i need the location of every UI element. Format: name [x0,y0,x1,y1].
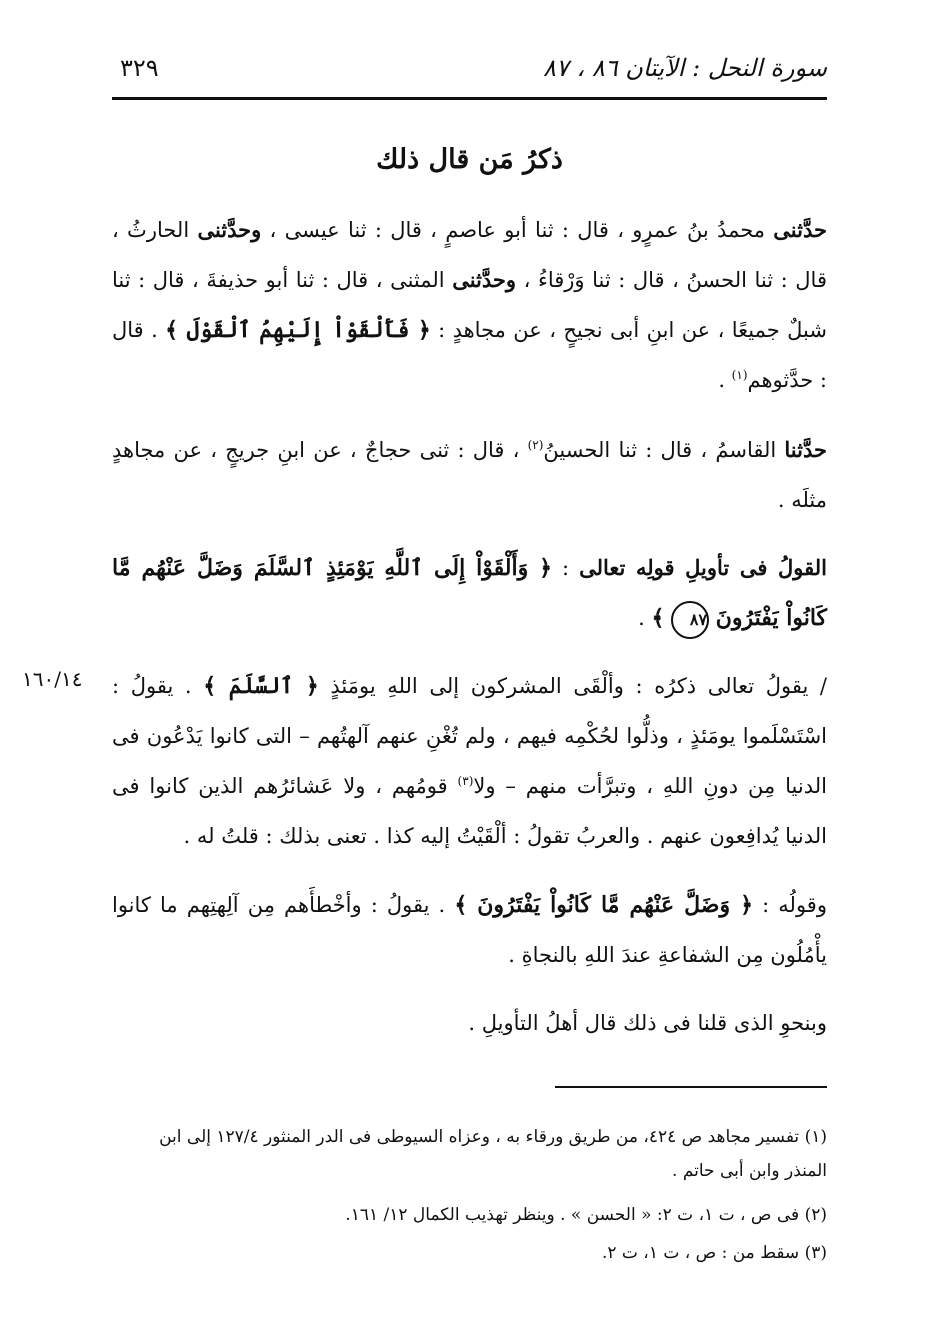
narrator-lead: حدَّثنا [784,437,827,462]
narrator-lead: حدَّثنى [773,217,827,242]
footnote-separator [555,1086,827,1088]
header-title: سورة النحل : الآيتان ٨٦ ، ٨٧ [543,54,827,82]
text-run: ، قال : ثنى حجاجٌ ، عن ابنِ جريجٍ ، عن مجاهدٍ مثلَه . [112,438,827,512]
footnote-3: (٣) سقط من : ص ، ت ١، ت ٢. [601,1243,827,1263]
running-header [112,48,827,98]
paragraph-1 [112,205,827,405]
quran-quote: ﴿ ٱلسَّلَمَ ﴾ [203,673,319,699]
footnote-marker: (٣) [457,774,474,788]
footnote-marker: (١) [731,368,748,382]
text-run: . [638,606,652,630]
quran-quote: ﴿ فَأَلْقَوْاْ إِلَيْهِمُ ٱلْقَوْلَ ﴾ [165,317,431,343]
section-lead: القولُ فى تأويلِ قولِه تعالى [579,555,828,580]
footnote-1: (١) تفسير مجاهد ص ٤٢٤، من طريق ورقاء به ، وعزاه السيوطى فى الدر المنثور ١٢٧/٤ إلى ابن المنذر وابن أبى حاتم . [159,1127,827,1181]
ayah-number-medallion: ٨٧ [671,601,709,639]
text-run: قومُهم ، ولا عَشائرُهم الذين كانوا فى الدنيا يُدافِعون عنهم . والعربُ تقولُ : ألْقَيْتُ إليه كذا . تعنى بذلك : قلتُ له . [112,774,827,848]
margin-volume-reference: ١٦٠/١٤ [22,667,83,691]
quran-quote: ﴿ وَأَلْقَوْاْ إِلَى ٱللَّهِ يَوْمَئِذٍ ٱلسَّلَمَ وَضَلَّ عَنْهُم مَّا كَانُواْ يَفْتَرُونَ [112,555,827,631]
quran-quote-close: ﴾ [651,605,665,631]
paragraph-3 [112,543,827,643]
text-run: . [718,368,732,392]
paragraph-4 [112,661,827,861]
narrator-lead: وحدَّثنى [197,217,262,242]
text-run: . قال : حدَّثوهم [112,318,827,392]
text-run: محمدُ بنُ عمرٍو ، قال : ثنا أبو عاصمٍ ، قال : ثنا عيسى ، [261,218,774,242]
text-run: : [552,556,580,580]
footnote-marker: (٢) [527,438,544,452]
page-number: ٣٢٩ [120,54,159,82]
paragraph-2 [112,425,827,525]
narrator-lead: وحدَّثنى [452,267,517,292]
section-heading: ذكرُ مَن قال ذلك [376,144,563,175]
text-run: القاسمُ ، قال : ثنا الحسينُ [543,438,785,462]
text-run: . يقولُ : وأخْطأَهم مِن آلِهتِهم ما كانوا يأْمُلُون مِن الشفاعةِ عندَ اللهِ بالنجاةِ . [112,893,827,967]
paragraph-6: وبنحوِ الذى قلنا فى ذلك قال أهلُ التأويلِ . [468,1011,827,1035]
paragraph-5 [112,880,827,980]
text-run: الحارثُ ، قال : ثنا الحسنُ ، قال : ثنا وَرْقاءُ ، [112,218,827,292]
text-run: / يقولُ تعالى ذكرُه : وألْقَى المشركون إلى اللهِ يومَئذٍ [318,674,827,698]
header-rule [112,97,827,100]
footnote-2: (٢) فى ص ، ت ١، ت ٢: « الحسن » . وينظر تهذيب الكمال ١٢/ ١٦١. [345,1205,827,1225]
text-run: المثنى ، قال : ثنا أبو حذيفةَ ، قال : ثنا شبلٌ جميعًا ، عن ابنِ أبى نجيحٍ ، عن مجاهدٍ : [112,268,827,342]
quran-quote: ﴿ وَضَلَّ عَنْهُم مَّا كَانُواْ يَفْتَرُونَ ﴾ [454,892,754,918]
text-run: . يقولُ : اسْتَسْلَموا يومَئذٍ ، وذلُّوا لحُكْمِه فيهم ، ولم تُغْنِ عنهم آلهتُهم – التى كانوا يَدْعُون فى الدنيا مِن دونِ اللهِ ، وتبرَّأت منهم – ولا [112,674,827,798]
text-run: وقولُه : [753,893,827,917]
